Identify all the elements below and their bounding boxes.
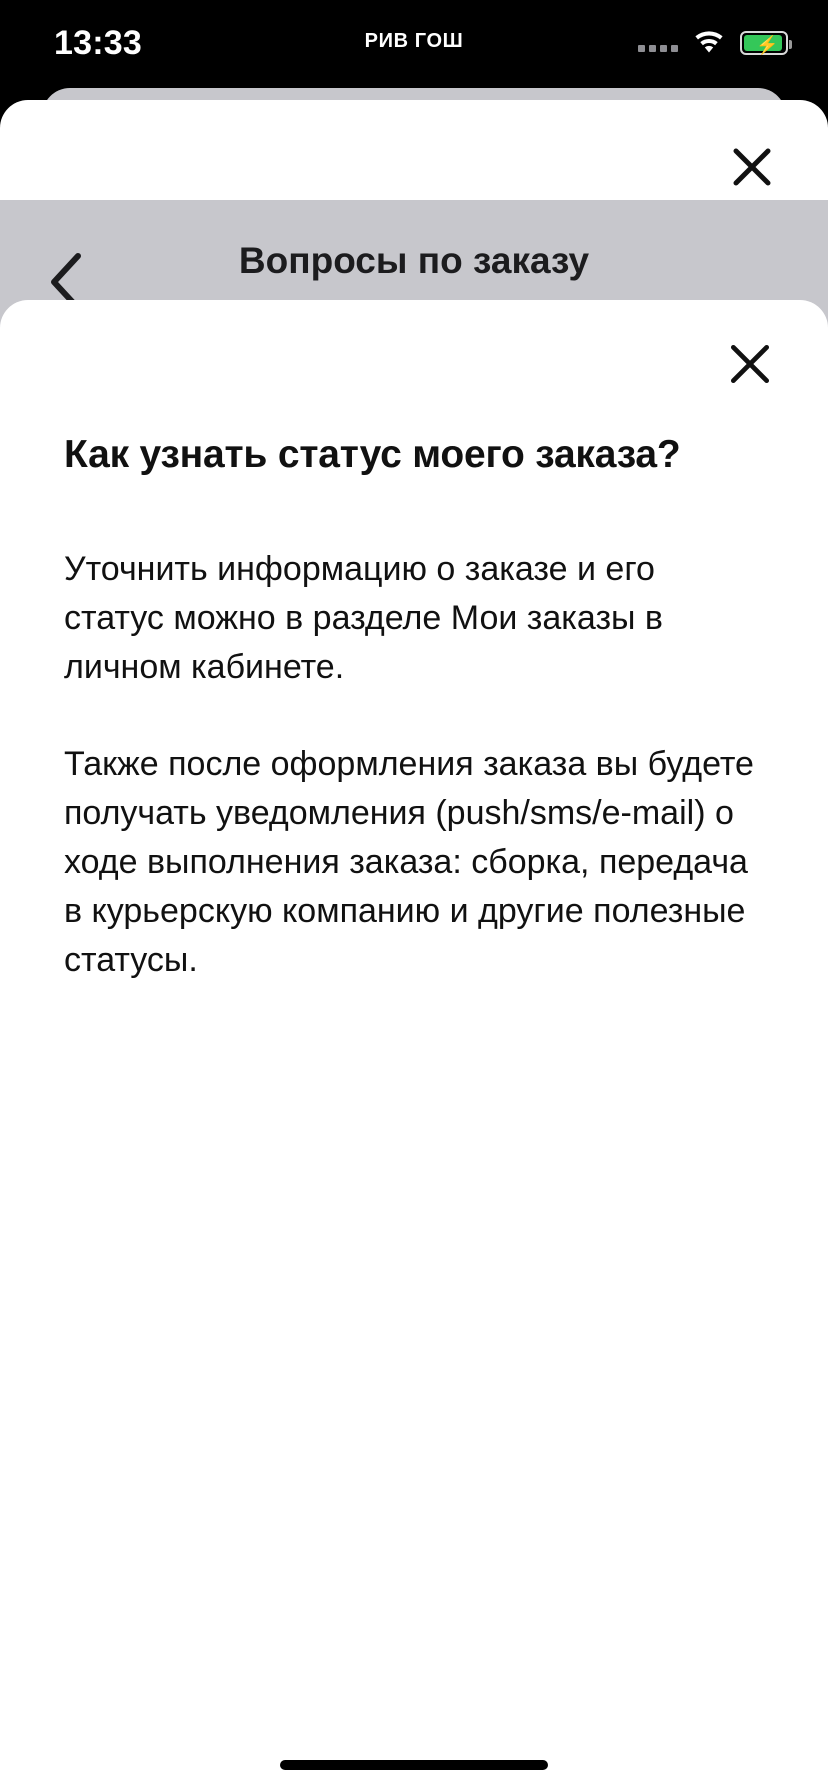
signal-dots-icon (638, 34, 678, 52)
status-bar-indicators (638, 30, 788, 56)
wifi-icon (692, 30, 726, 56)
close-first-sheet-button[interactable] (720, 135, 784, 199)
home-indicator[interactable] (280, 1760, 548, 1770)
article-paragraph: Уточнить информацию о заказе и его статус можно в разделе Мои заказы в личном кабинете. (64, 550, 663, 686)
middle-sheet-title: Вопросы по заказу (238, 240, 590, 281)
battery-charging-icon: ⚡ (740, 31, 788, 55)
front-modal-sheet (0, 300, 828, 1792)
article-paragraph: Также после оформления заказа вы будете получать уведомления (push/sms/e-mail) о ходе выполнения заказа: сборка, передача в курьерскую компанию и другие полезные статусы. (64, 745, 754, 979)
article-body (64, 545, 764, 985)
close-front-sheet-button[interactable] (716, 330, 784, 398)
page-title: Как узнать статус моего заказа? (64, 433, 681, 477)
status-bar-app-name: РИВ ГОШ (364, 30, 464, 52)
status-bar (0, 0, 828, 96)
first-modal-sheet (0, 100, 828, 200)
status-bar-time: 13:33 (54, 24, 142, 62)
